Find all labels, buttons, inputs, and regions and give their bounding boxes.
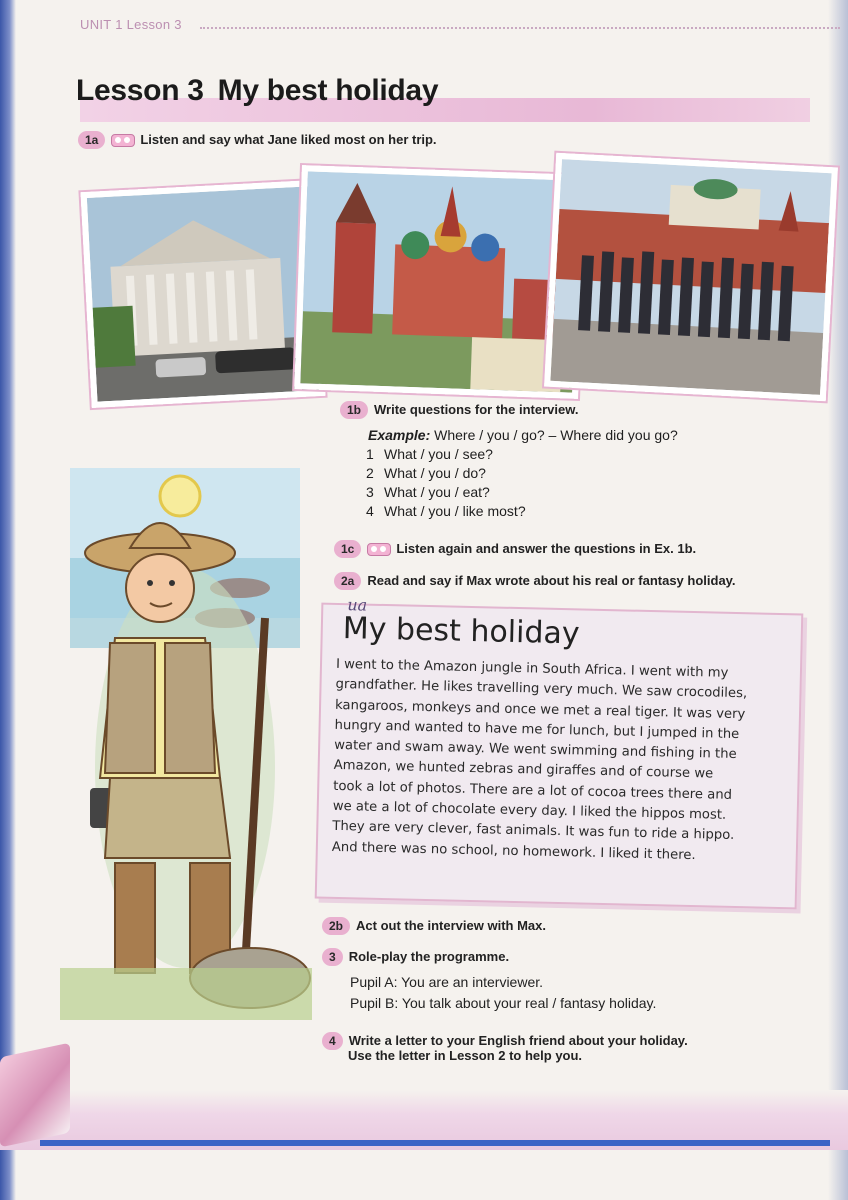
story-line: And there was no school, no homework. I liked it there. xyxy=(331,839,696,863)
explorer-boy-illustration xyxy=(60,468,312,1020)
task-text: Role-play the programme. xyxy=(348,949,510,964)
cd-icon xyxy=(367,543,391,556)
task-text: Write questions for the interview. xyxy=(374,402,579,417)
task-badge: 1b xyxy=(340,401,368,419)
page-edge-left xyxy=(0,0,16,1200)
story-line: water and swam away. We went swimming and fishing in the xyxy=(334,738,737,763)
cd-icon xyxy=(111,134,135,147)
example-text: Where / you / go? – Where did you go? xyxy=(434,427,678,443)
story-line: I went to the Amazon jungle in South Africa. I went with my xyxy=(335,656,729,681)
task-badge: 2a xyxy=(334,572,361,590)
task-text: Act out the interview with Max. xyxy=(356,918,546,933)
lesson-title xyxy=(76,74,438,108)
task-text: Read and say if Max wrote about his real or fantasy holiday. xyxy=(367,573,736,588)
example-line xyxy=(368,427,678,443)
task-text: Write a letter to your English friend about your holiday. xyxy=(348,1033,688,1048)
task-1c xyxy=(334,540,696,558)
story-title: My best holiday xyxy=(342,611,580,652)
story-line: we ate a lot of chocolate every day. I liked the hippos most. xyxy=(332,798,727,823)
pupil-a-line: Pupil A: You are an interviewer. xyxy=(350,974,544,990)
task-1b xyxy=(340,401,578,419)
task-2b xyxy=(322,917,546,935)
list-item: 3 What / you / eat? xyxy=(366,484,490,500)
story-text xyxy=(332,655,786,868)
kremlin-group-photo xyxy=(544,153,838,401)
question-list xyxy=(366,445,526,521)
running-header: UNIT 1 Lesson 3 xyxy=(80,17,182,32)
handwritten-note: ua xyxy=(347,595,368,615)
story-line: They are very clever, fast animals. It was fun to ride a hippo. xyxy=(332,819,735,844)
list-item: 1 What / you / see? xyxy=(366,446,493,462)
bottom-rule xyxy=(40,1140,830,1146)
page-corner-curl xyxy=(0,1043,70,1148)
task-badge: 4 xyxy=(322,1032,343,1050)
task-badge: 3 xyxy=(322,948,343,966)
story-line: Amazon, we hunted zebras and giraffes and of course we xyxy=(333,758,714,782)
list-item: 2 What / you / do? xyxy=(366,465,486,481)
lesson-number: Lesson 3 xyxy=(76,74,204,107)
st-basils-photo xyxy=(294,165,586,399)
pupil-b-line: Pupil B: You talk about your real / fantasy holiday. xyxy=(350,995,657,1011)
task-text: Listen again and answer the questions in Ex. 1b. xyxy=(396,541,697,556)
example-label: Example: xyxy=(368,427,431,443)
header-dotted-rule xyxy=(200,27,840,29)
task-text: Listen and say what Jane liked most on her trip. xyxy=(140,132,437,147)
task-4-line2: Use the letter in Lesson 2 to help you. xyxy=(348,1048,583,1063)
task-1a xyxy=(78,131,437,149)
task-3 xyxy=(322,948,509,966)
story-card xyxy=(315,595,804,910)
lesson-name: My best holiday xyxy=(217,74,439,107)
bolshoi-photo xyxy=(81,180,326,408)
list-item: 4 What / you / like most? xyxy=(366,503,526,519)
story-line: kangaroos, monkeys and once we met a real tiger. It was very xyxy=(334,697,746,722)
story-line: grandfather. He likes travelling very much. We saw crocodiles, xyxy=(335,677,748,702)
task-badge: 2b xyxy=(322,917,350,935)
task-2a xyxy=(334,572,736,590)
task-badge: 1c xyxy=(334,540,361,558)
story-line: took a lot of photos. There are a lot of cocoa trees there and xyxy=(333,778,733,803)
task-badge: 1a xyxy=(78,131,105,149)
story-line: hungry and wanted to have me for lunch, but I jumped in the xyxy=(334,717,740,742)
